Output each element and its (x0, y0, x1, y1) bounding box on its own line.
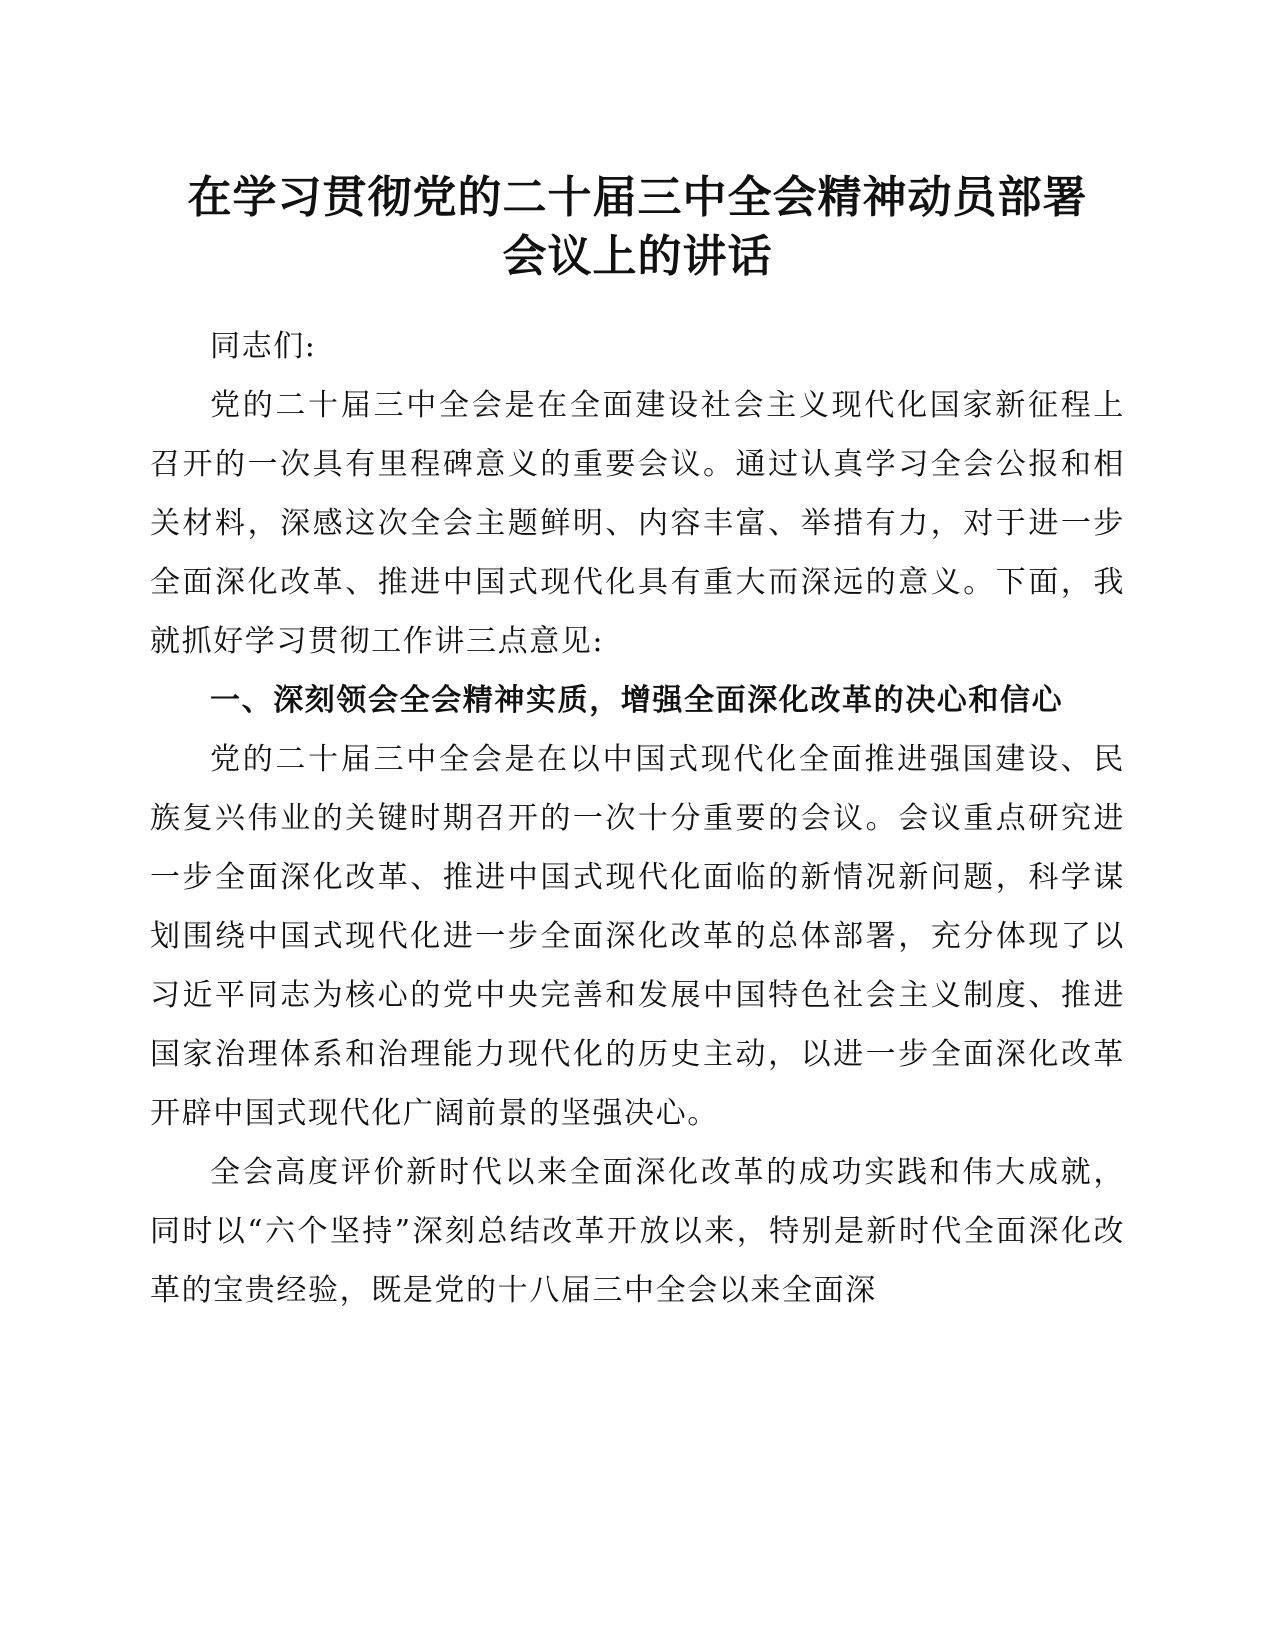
title-line-1: 在学习贯彻党的二十届三中全会精神动员部署 (187, 172, 1088, 223)
document-body (150, 317, 1125, 1320)
greeting: 同志们: (210, 329, 317, 364)
paragraph-intro: 党的二十届三中全会是在全面建设社会主义现代化国家新征程上召开的一次具有里程碑意义的重要会议。通过认真学习全会公报和相关材料，深感这次全会主题鲜明、内容丰富、举措有力，对于进一步全面深化改革、推进中国式现代化具有重大而深远的意义。下面，我就抓好学习贯彻工作讲三点意见: (150, 388, 1125, 659)
paragraph-1: 党的二十届三中全会是在以中国式现代化全面推进强国建设、民族复兴伟业的关键时期召开的一次十分重要的会议。会议重点研究进一步全面深化改革、推进中国式现代化面临的新情况新问题，科学谋划围绕中国式现代化进一步全面深化改革的总体部署，充分体现了以习近平同志为核心的党中央完善和发展中国特色社会主义制度、推进国家治理体系和治理能力现代化的历史主动，以进一步全面深化改革开辟中国式现代化广阔前景的坚强决心。 (150, 742, 1125, 1131)
document-title (150, 168, 1125, 286)
title-line-2: 会议上的讲话 (502, 231, 773, 282)
section-heading-1: 一、深刻领会全会精神实质，增强全面深化改革的决心和信心 (210, 683, 1064, 718)
paragraph-2: 全会高度评价新时代以来全面深化改革的成功实践和伟大成就，同时以“六个坚持”深刻总结改革开放以来，特别是新时代全面深化改革的宝贵经验，既是党的十八届三中全会以来全面深 (150, 1155, 1125, 1308)
